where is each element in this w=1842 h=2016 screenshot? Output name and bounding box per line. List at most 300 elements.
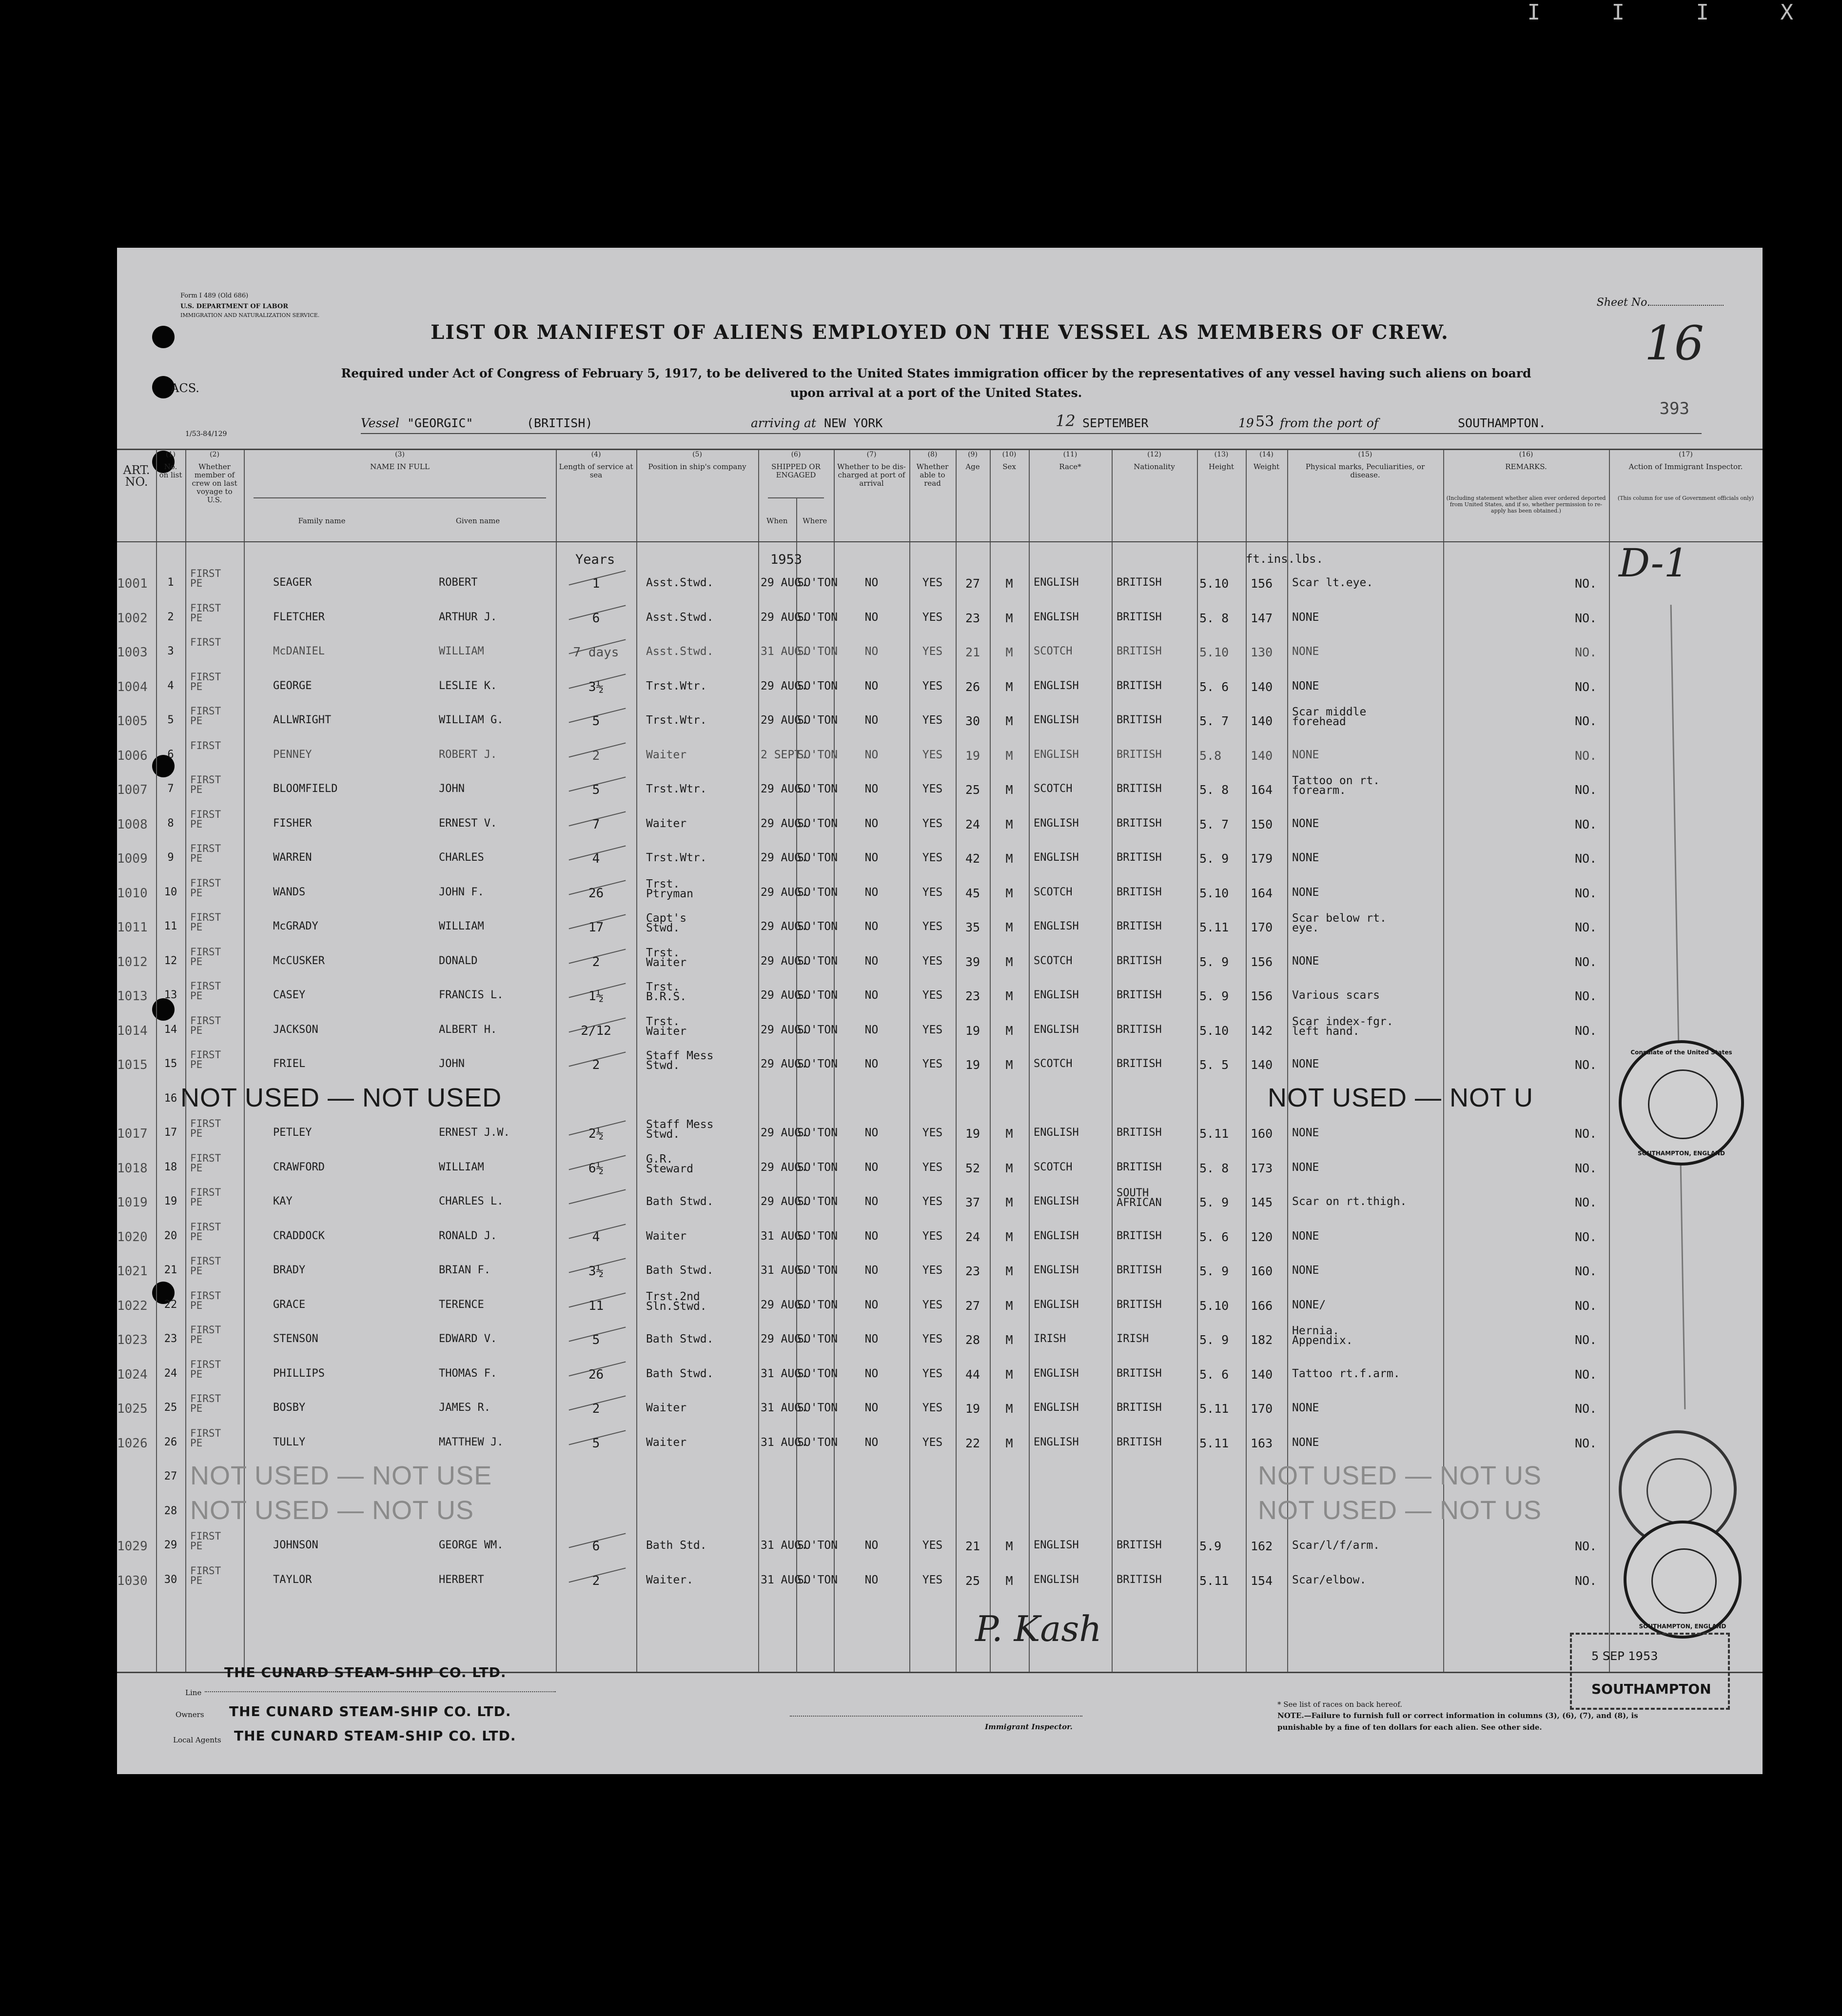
race: SCOTCH [1034, 954, 1073, 967]
physical-marks: NONE [1292, 886, 1319, 899]
position: Waiter [646, 817, 687, 830]
height: 5. 8 [1199, 783, 1229, 797]
shipped-where: SO'TON [797, 679, 838, 692]
list-number: 18 [164, 1161, 177, 1173]
arrival-day: 12 [1056, 412, 1076, 430]
crew-last-voyage-line: PE [190, 612, 203, 624]
nationality: BRITISH [1117, 576, 1162, 589]
line-value: THE CUNARD STEAM-SHIP CO. LTD. [224, 1664, 507, 1680]
given-name: ROBERT [439, 576, 478, 589]
shipped-when: 31 AUG. [761, 1539, 808, 1552]
sex: M [1005, 920, 1013, 934]
discharged: NO [864, 783, 879, 795]
nationality: BRITISH [1117, 954, 1162, 967]
crew-last-voyage-line: PE [190, 1540, 203, 1552]
sex: M [1005, 817, 1013, 831]
shipped-when: 29 AUG. [761, 851, 808, 864]
able-to-read: YES [922, 1367, 943, 1380]
column-label: Physical marks, Peculiarities, or disease. [1305, 462, 1425, 479]
able-to-read: YES [922, 1402, 943, 1414]
race: SCOTCH [1034, 645, 1073, 657]
discharged: NO [864, 1367, 879, 1380]
able-to-read: YES [922, 886, 943, 899]
physical-marks: Scar middle forehead [1292, 706, 1367, 728]
family-name: TAYLOR [273, 1573, 312, 1586]
art-number: 1017 [117, 1127, 148, 1141]
race: SCOTCH [1034, 1058, 1073, 1070]
crew-last-voyage-line: FIRST [190, 1014, 221, 1027]
position: Staff Mess Stwd. [646, 1049, 714, 1072]
crew-last-voyage-line: PE [190, 1437, 203, 1449]
crew-last-voyage-line: FIRST [190, 1393, 221, 1404]
sex: M [1005, 1298, 1013, 1313]
length-of-service: 5 [592, 1436, 600, 1451]
shipped-when: 2 SEPT. [761, 748, 808, 761]
remarks: NO. [1575, 817, 1597, 831]
shipped-where: SO'TON [797, 954, 838, 968]
height: 5. 6 [1199, 1367, 1229, 1382]
position: Capt's Stwd. [646, 912, 687, 934]
able-to-read: YES [922, 1298, 943, 1311]
column-subheader: (This column for use of Government officials only) [1617, 495, 1754, 501]
given-name: FRANCIS L. [439, 989, 504, 1001]
sex: M [1005, 1127, 1013, 1141]
position: Asst.Stwd. [646, 576, 714, 589]
race: ENGLISH [1034, 1264, 1079, 1276]
owners-value: THE CUNARD STEAM-SHIP CO. LTD. [229, 1703, 511, 1720]
age: 27 [965, 1298, 980, 1313]
shipped-when: 31 AUG. [761, 1402, 808, 1414]
weight: 179 [1251, 851, 1273, 866]
list-number: 10 [164, 886, 177, 898]
column-subheader: When [766, 516, 788, 525]
discharged: NO [864, 576, 879, 589]
list-number: 4 [167, 679, 174, 692]
height: 5. 5 [1199, 1058, 1229, 1072]
weight: 160 [1251, 1127, 1273, 1141]
column-label: Action of Immigrant Inspector. [1628, 462, 1743, 471]
from-port-label: from the port of [1280, 416, 1379, 430]
weight: 160 [1251, 1264, 1273, 1278]
discharged: NO [864, 1161, 879, 1174]
age: 30 [965, 714, 980, 728]
family-name: WANDS [273, 886, 306, 898]
height: 5. 8 [1199, 1161, 1229, 1175]
art-number: 1024 [117, 1367, 148, 1382]
able-to-read: YES [922, 679, 943, 692]
nationality: BRITISH [1117, 1573, 1162, 1586]
able-to-read: YES [922, 1058, 943, 1070]
list-number: 5 [167, 714, 174, 726]
shipped-when: 31 AUG. [761, 645, 808, 658]
shipped-when: 29 AUG. [761, 714, 808, 727]
crew-last-voyage-line: FIRST [190, 911, 221, 923]
shipped-when: 29 AUG. [761, 886, 808, 899]
physical-marks: Scar index-fgr. left hand. [1292, 1015, 1393, 1038]
shipped-when: 29 AUG. [761, 679, 808, 692]
nationality: IRISH [1117, 1333, 1149, 1345]
stamp-text: SOUTHAMPTON, ENGLAND [1637, 1150, 1725, 1157]
remarks: NO. [1575, 611, 1597, 625]
remarks: NO. [1575, 1573, 1597, 1588]
discharged: NO [864, 1539, 879, 1552]
position: Waiter [646, 1402, 687, 1414]
not-used-stamp: NOT USED — NOT USED [180, 1083, 502, 1112]
able-to-read: YES [922, 611, 943, 624]
shipped-where: SO'TON [797, 1229, 838, 1243]
not-used-stamp: NOT USED — NOT U [1268, 1083, 1534, 1112]
family-name: JOHNSON [273, 1539, 318, 1551]
remarks: NO. [1575, 1298, 1597, 1313]
given-name: JOHN F. [439, 886, 484, 898]
position: G.R. Steward [646, 1152, 693, 1175]
inspector-signature: P. Kash [975, 1608, 1102, 1649]
weight: 142 [1251, 1023, 1273, 1038]
nationality: BRITISH [1117, 989, 1162, 1001]
weight: 163 [1251, 1436, 1273, 1450]
position: Trst.Wtr. [646, 851, 707, 864]
position: Waiter. [646, 1573, 693, 1586]
column-number: (9) [968, 451, 978, 458]
list-number: 22 [164, 1298, 177, 1311]
list-number: 24 [164, 1367, 177, 1380]
weight: 182 [1251, 1333, 1273, 1347]
given-name: CHARLES [439, 851, 484, 864]
family-name: KAY [273, 1195, 293, 1207]
crew-last-voyage-line: PE [190, 1265, 203, 1277]
art-number: 1018 [117, 1161, 148, 1176]
crew-last-voyage-line: FIRST [190, 843, 221, 854]
family-name: CRAWFORD [273, 1161, 325, 1173]
list-number: 15 [164, 1058, 177, 1070]
art-number: 1009 [117, 851, 148, 866]
able-to-read: YES [922, 1573, 943, 1586]
able-to-read: YES [922, 1539, 943, 1552]
given-name: CHARLES L. [439, 1195, 504, 1207]
shipped-where: SO'TON [797, 1195, 838, 1208]
crew-last-voyage-line: FIRST [190, 1118, 221, 1129]
column-label: ART. NO. [123, 463, 150, 489]
column-subheader: Given name [455, 516, 500, 525]
length-of-service: 11 [588, 1298, 604, 1313]
race: ENGLISH [1034, 1127, 1079, 1139]
physical-marks: Various scars [1292, 989, 1380, 1002]
art-number: 1026 [117, 1436, 148, 1451]
art-number: 1020 [117, 1229, 148, 1245]
sex: M [1005, 1195, 1013, 1209]
length-of-service: 2 [592, 1058, 600, 1072]
art-number: 1008 [117, 817, 148, 832]
crew-last-voyage-line: FIRST [190, 636, 221, 648]
column-label: Height [1208, 462, 1235, 471]
column-label: Sex [1002, 462, 1016, 471]
agents-value: THE CUNARD STEAM-SHIP CO. LTD. [234, 1728, 516, 1744]
art-number: 1002 [117, 611, 148, 626]
column-number: (13) [1214, 451, 1229, 458]
discharged: NO [864, 989, 879, 1002]
weight: 156 [1251, 576, 1273, 591]
action-note: D-1 [1619, 540, 1689, 586]
family-name: McDANIEL [273, 645, 325, 657]
height: 5.11 [1199, 920, 1229, 934]
given-name: WILLIAM [439, 645, 484, 657]
physical-marks: Scar on rt.thigh. [1292, 1195, 1407, 1208]
remarks: NO. [1575, 748, 1597, 763]
crew-last-voyage-line: PE [190, 955, 203, 968]
height: 5. 8 [1199, 611, 1229, 625]
family-name: FRIEL [273, 1058, 306, 1070]
discharged: NO [864, 851, 879, 864]
able-to-read: YES [922, 851, 943, 864]
nationality: BRITISH [1117, 1127, 1162, 1139]
age: 52 [965, 1161, 980, 1175]
weight: 166 [1251, 1298, 1273, 1313]
column-number: (4) [591, 451, 601, 458]
list-number: 16 [164, 1092, 177, 1105]
nationality: BRITISH [1117, 783, 1162, 795]
physical-marks: NONE [1292, 1436, 1319, 1449]
family-name: ALLWRIGHT [273, 714, 332, 726]
crew-last-voyage-line: FIRST [190, 568, 221, 579]
able-to-read: YES [922, 714, 943, 727]
discharged: NO [864, 1195, 879, 1208]
crew-last-voyage-line: PE [190, 1196, 203, 1208]
crew-last-voyage-line: PE [190, 1574, 203, 1586]
race: SCOTCH [1034, 1161, 1073, 1173]
units-years: Years [575, 552, 615, 567]
height: 5. 9 [1199, 1195, 1229, 1209]
position: Trst.2nd Sln.Stwd. [646, 1290, 707, 1313]
position: Waiter [646, 1436, 687, 1449]
shipped-when: 31 AUG. [761, 1264, 808, 1277]
list-number: 13 [164, 989, 177, 1001]
position: Bath Stwd. [646, 1333, 714, 1345]
column-label: No. on list [159, 462, 182, 479]
crew-last-voyage-line: PE [190, 852, 203, 864]
list-number: 8 [167, 817, 174, 830]
weight: 150 [1251, 817, 1273, 831]
physical-marks: Tattoo on rt. forearm. [1292, 774, 1380, 797]
column-number: (11) [1063, 451, 1078, 458]
shipped-where: SO'TON [797, 1023, 838, 1036]
length-of-service: 2 [592, 1573, 600, 1588]
family-name: CASEY [273, 989, 306, 1001]
age: 23 [965, 611, 980, 625]
sex: M [1005, 1367, 1013, 1382]
given-name: DONALD [439, 954, 478, 967]
art-number: 1029 [117, 1539, 148, 1554]
crew-last-voyage-line: PE [190, 784, 203, 795]
crew-last-voyage-line: FIRST [190, 877, 221, 889]
list-number: 26 [164, 1436, 177, 1448]
list-number: 21 [164, 1264, 177, 1276]
weight: 140 [1251, 1367, 1273, 1382]
art-number: 1025 [117, 1402, 148, 1416]
race: ENGLISH [1034, 748, 1079, 761]
crew-last-voyage-line: FIRST [190, 1530, 221, 1542]
able-to-read: YES [922, 783, 943, 795]
height: 5. 9 [1199, 1333, 1229, 1347]
height: 5.11 [1199, 1436, 1229, 1450]
art-number: 1013 [117, 989, 148, 1004]
position: Trst.Wtr. [646, 679, 707, 692]
height: 5.11 [1199, 1402, 1229, 1416]
crew-last-voyage-line: FIRST [190, 774, 221, 786]
art-number: 1006 [117, 748, 148, 763]
remarks: NO. [1575, 1127, 1597, 1141]
position: Waiter [646, 1229, 687, 1243]
column-number: (10) [1002, 451, 1017, 458]
not-used-stamp: NOT USED — NOT US [190, 1495, 474, 1525]
weight: 130 [1251, 645, 1273, 659]
given-name: RONALD J. [439, 1229, 497, 1242]
position: Bath Stwd. [646, 1195, 714, 1208]
nationality: BRITISH [1117, 1264, 1162, 1276]
crew-last-voyage-line: PE [190, 1059, 203, 1070]
family-name: GEORGE [273, 679, 312, 692]
crew-last-voyage-line: PE [190, 818, 203, 830]
shipped-when: 31 AUG. [761, 1436, 808, 1449]
race: ENGLISH [1034, 1539, 1079, 1551]
age: 24 [965, 817, 980, 831]
family-name: CRADDOCK [273, 1229, 325, 1242]
remarks: NO. [1575, 1436, 1597, 1450]
weight: 162 [1251, 1539, 1273, 1553]
shipped-when: 29 AUG. [761, 783, 808, 795]
column-number: (14) [1259, 451, 1274, 458]
list-number: 9 [167, 851, 174, 864]
race: ENGLISH [1034, 1573, 1079, 1586]
shipped-when: 29 AUG. [761, 576, 808, 589]
column-label: SHIPPED OR ENGAGED [771, 462, 821, 479]
weight: 164 [1251, 886, 1273, 900]
crew-last-voyage-line: FIRST [190, 1289, 221, 1302]
column-label: Whether member of crew on last voyage to U.S. [192, 462, 237, 504]
height: 5.10 [1199, 645, 1229, 659]
stamp-text: SOUTHAMPTON, ENGLAND [1639, 1623, 1726, 1630]
given-name: ROBERT J. [439, 748, 497, 761]
art-number: 1004 [117, 679, 148, 694]
given-name: WILLIAM G. [439, 714, 504, 726]
sex: M [1005, 989, 1013, 1003]
nationality: BRITISH [1117, 1367, 1162, 1380]
family-name: PENNEY [273, 748, 312, 761]
age: 25 [965, 783, 980, 797]
family-name: BLOOMFIELD [273, 783, 338, 795]
crew-last-voyage-line: FIRST [190, 1427, 221, 1439]
list-number: 23 [164, 1333, 177, 1345]
race: SCOTCH [1034, 886, 1073, 898]
sex: M [1005, 1264, 1013, 1278]
position: Bath Std. [646, 1539, 707, 1552]
shipped-where: SO'TON [797, 1264, 838, 1277]
able-to-read: YES [922, 920, 943, 933]
vessel-label: Vessel [361, 416, 400, 430]
remarks: NO. [1575, 989, 1597, 1003]
column-number: (1) [166, 451, 176, 458]
crew-last-voyage-line: PE [190, 887, 203, 899]
discharged: NO [864, 1436, 879, 1449]
shipped-where: SO'TON [797, 1367, 838, 1380]
discharged: NO [864, 611, 879, 624]
able-to-read: YES [922, 576, 943, 589]
crew-last-voyage-line: FIRST [190, 980, 221, 992]
able-to-read: YES [922, 748, 943, 761]
length-of-service: 3½ [588, 1264, 604, 1279]
height: 5. 7 [1199, 817, 1229, 831]
length-of-service: 17 [588, 920, 604, 935]
crew-last-voyage-line: FIRST [190, 1324, 221, 1336]
discharged: NO [864, 1127, 879, 1139]
race: ENGLISH [1034, 1229, 1079, 1242]
crew-last-voyage-line: FIRST [190, 1358, 221, 1370]
remarks: NO. [1575, 645, 1597, 659]
art-number: 1015 [117, 1058, 148, 1072]
family-name: GRACE [273, 1298, 306, 1311]
list-number: 3 [167, 645, 174, 657]
age: 26 [965, 679, 980, 694]
given-name: HERBERT [439, 1573, 484, 1586]
discharged: NO [864, 1402, 879, 1414]
weight: 147 [1251, 611, 1273, 625]
position: Bath Stwd. [646, 1367, 714, 1380]
nationality: BRITISH [1117, 645, 1162, 657]
column-label: REMARKS. [1505, 462, 1547, 471]
discharged: NO [864, 748, 879, 761]
stamp-text: Consulate of the United States [1630, 1049, 1732, 1056]
family-name: McCUSKER [273, 954, 325, 967]
race: SCOTCH [1034, 783, 1073, 795]
remarks: NO. [1575, 1367, 1597, 1382]
column-number: (12) [1147, 451, 1161, 458]
given-name: ERNEST V. [439, 817, 497, 830]
subtitle-line-2: upon arrival at a port of the United States. [790, 386, 1082, 400]
shipped-where: SO'TON [797, 714, 838, 727]
remarks: NO. [1575, 1264, 1597, 1278]
column-number: (2) [210, 451, 219, 458]
given-name: EDWARD V. [439, 1333, 497, 1345]
physical-marks: NONE [1292, 679, 1319, 692]
crew-last-voyage-line: PE [190, 1299, 203, 1311]
able-to-read: YES [922, 1264, 943, 1277]
not-used-stamp: NOT USED — NOT USE [190, 1461, 492, 1490]
length-of-service: 26 [588, 886, 604, 901]
discharged: NO [864, 645, 879, 658]
sex: M [1005, 576, 1013, 591]
shipped-where: SO'TON [797, 611, 838, 624]
sheet-stamp-number: 393 [1659, 399, 1689, 418]
remarks: NO. [1575, 576, 1597, 591]
weight: 170 [1251, 920, 1273, 934]
family-name: STENSON [273, 1333, 318, 1345]
age: 24 [965, 1229, 980, 1244]
given-name: ERNEST J.W. [439, 1127, 510, 1139]
list-number: 1 [167, 576, 174, 589]
height: 5. 7 [1199, 714, 1229, 728]
shipped-when: 29 AUG. [761, 989, 808, 1002]
shipped-when: 29 AUG. [761, 1298, 808, 1311]
length-of-service: 6 [592, 1539, 600, 1554]
physical-marks: NONE [1292, 1229, 1319, 1243]
sex: M [1005, 748, 1013, 763]
art-number: 1005 [117, 714, 148, 729]
height: 5. 6 [1199, 1229, 1229, 1244]
weight: 140 [1251, 748, 1273, 763]
able-to-read: YES [922, 645, 943, 658]
column-subheader: Where [803, 516, 827, 525]
column-label: Age [965, 462, 980, 471]
column-number: (8) [927, 451, 938, 458]
